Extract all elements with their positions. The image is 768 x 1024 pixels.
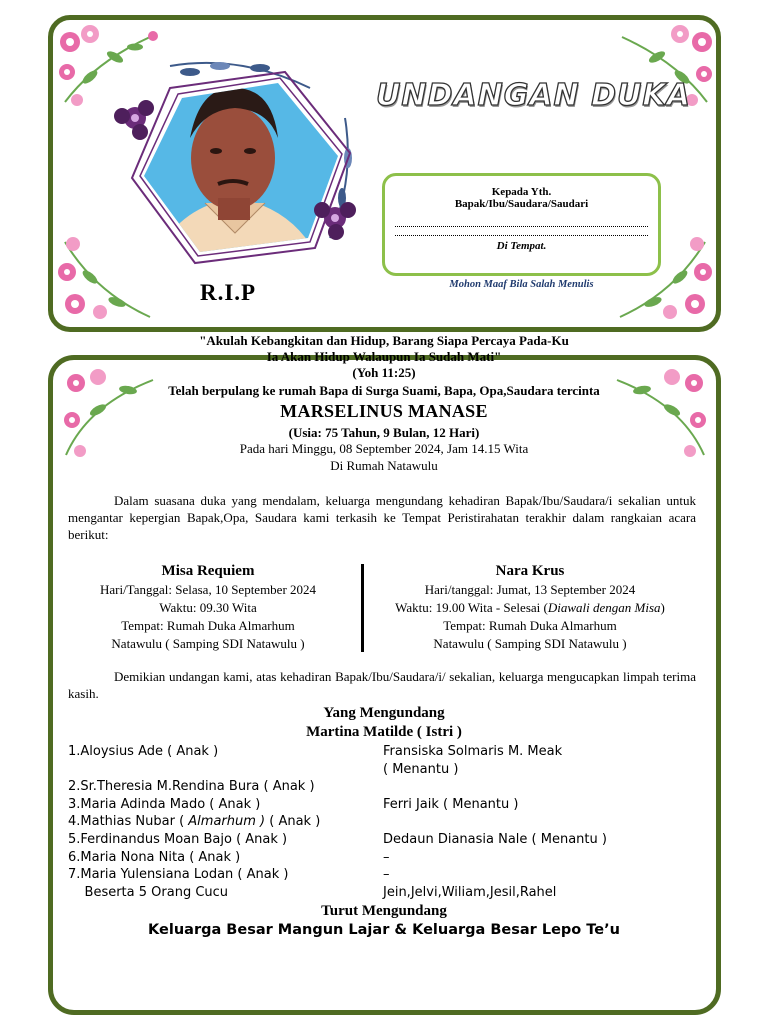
deceased-photo (110, 58, 365, 273)
address-place: Di Tempat. (496, 240, 547, 252)
event-place: Tempat: Rumah Duka Almarhum (443, 618, 617, 633)
event-place-detail: Natawulu ( Samping SDI Natawulu ) (433, 636, 627, 651)
rip-label: R.I.P (200, 280, 257, 305)
list-item: Fransiska Solmaris M. Meak (383, 744, 563, 759)
event-time: Waktu: 09.30 Wita (159, 600, 257, 615)
list-item: ( Menantu ) (383, 761, 459, 777)
event-place-detail: Natawulu ( Samping SDI Natawulu ) (111, 636, 305, 651)
list-item: – (383, 849, 390, 865)
list-item: Beserta 5 Orang Cucu (68, 884, 229, 900)
event-time-suffix: ) (660, 600, 665, 615)
cc-names: Keluarga Besar Mangun Lajar & Keluarga Besar Lepo Te’u (148, 922, 620, 938)
page-title: UNDANGAN DUKA (376, 78, 691, 113)
address-line-1: Kepada Yth. (491, 186, 552, 198)
family-list-inlaws (383, 743, 607, 901)
event-time-note: Diawali dengan Misa (547, 600, 661, 615)
event-title: Misa Requiem (161, 563, 255, 579)
list-item: 6.Maria Nona Nita ( Anak ) (68, 849, 241, 865)
list-item (68, 761, 320, 779)
list-item: 2.Sr.Theresia M.Rendina Bura ( Anak ) (68, 779, 315, 795)
deceased-age: (Usia: 75 Tahun, 9 Bulan, 12 Hari) (288, 425, 480, 440)
list-item (68, 813, 320, 831)
list-item: 7.Maria Yulensiana Lodan ( Anak ) (68, 867, 289, 883)
list-item: 1.Aloysius Ade ( Anak ) (68, 744, 219, 759)
column-divider (361, 564, 364, 652)
event-nara-krus (380, 562, 680, 653)
event-misa-requiem (58, 562, 358, 653)
deceased-name: MARSELINUS MANASE (280, 401, 488, 421)
event-place: Tempat: Rumah Duka Almarhum (121, 618, 295, 633)
list-item-text: 4.Mathias Nubar ( (68, 814, 185, 830)
event-title: Nara Krus (495, 563, 565, 579)
purple-flower-icon (114, 100, 154, 140)
event-date: Hari/Tanggal: Selasa, 10 September 2024 (99, 582, 317, 597)
address-box (382, 173, 661, 276)
hosts-title: Yang Mengundang (323, 705, 445, 721)
list-item: 5.Ferdinandus Moan Bajo ( Anak ) (68, 831, 288, 847)
invitation-paragraph: Dalam suasana duka yang mendalam, keluarga mengundang kehadiran Bapak/Ibu/Saudara/i sekalian untuk mengantar kepergian Bapak,Opa, Saudara kami terkasih ke Tempat Peristirahatan terakhir dalam rangkaian acara berikut: (68, 493, 696, 542)
family-list-children (68, 743, 320, 901)
list-item: Jein,Jelvi,Wiliam,Jesil,Rahel (383, 884, 557, 900)
hosts-spouse: Martina Matilde ( Istri ) (306, 724, 462, 740)
list-item-suffix: ( Anak ) (269, 814, 321, 830)
announcement-intro: Telah berpulang ke rumah Bapa di Surga Suami, Bapa, Opa,Saudara tercinta (168, 383, 600, 398)
bible-verse (58, 333, 710, 381)
list-item (383, 778, 607, 796)
verse-reference: (Yoh 11:25) (352, 365, 416, 380)
event-date: Hari/tanggal: Jumat, 13 September 2024 (424, 582, 636, 597)
death-place: Di Rumah Natawulu (330, 458, 438, 473)
recipient-dotted-line-1 (395, 220, 648, 227)
event-time (380, 599, 680, 617)
cc-title: Turut Mengundang (321, 903, 447, 919)
list-item: – (383, 867, 390, 883)
list-item: Ferri Jaik ( Menantu ) (383, 796, 519, 812)
apology-note: Mohon Maaf Bila Salah Menulis (449, 279, 594, 290)
verse-line-1: "Akulah Kebangkitan dan Hidup, Barang Siapa Percaya Pada-Ku (199, 333, 569, 348)
list-item: Dedaun Dianasia Nale ( Menantu ) (383, 831, 607, 847)
list-item (383, 813, 607, 831)
event-time-prefix: Waktu: 19.00 Wita - Selesai ( (395, 600, 548, 615)
death-date: Pada hari Minggu, 08 September 2024, Jam 14.15 Wita (239, 441, 529, 456)
list-item-italic: Almarhum ) (188, 814, 266, 830)
closing-paragraph: Demikian undangan kami, atas kehadiran Bapak/Ibu/Saudara/i/ sekalian, keluarga mengucapkan limpah terima kasih. (68, 669, 696, 701)
address-line-2: Bapak/Ibu/Saudara/Saudari (454, 198, 589, 210)
list-item: 3.Maria Adinda Mado ( Anak ) (68, 796, 261, 812)
recipient-dotted-line-2 (395, 235, 648, 236)
verse-line-2: Ia Akan Hidup Walaupun Ia Sudah Mati" (266, 349, 502, 364)
